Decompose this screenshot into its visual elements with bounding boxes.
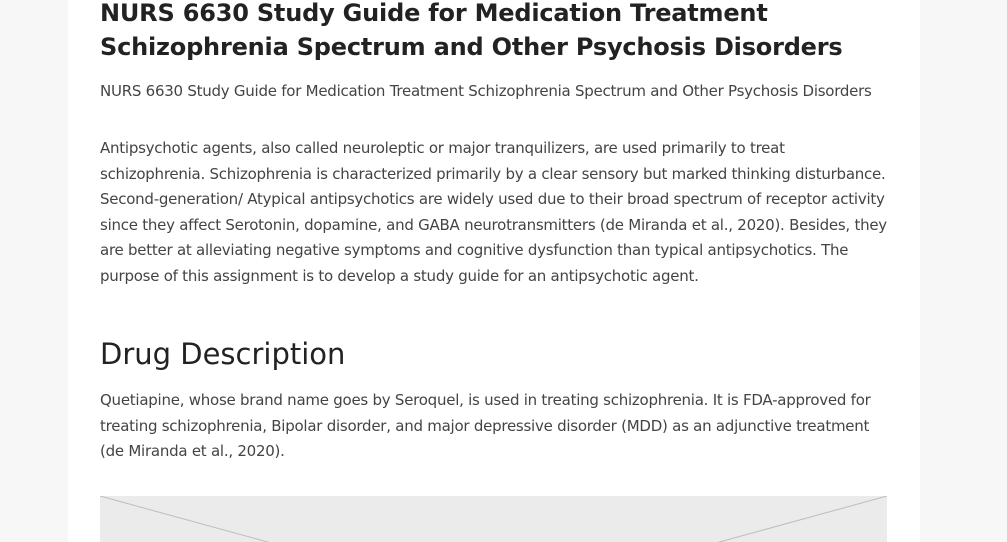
section-heading-drug-description: Drug Description (100, 337, 346, 371)
article-page (68, 0, 920, 542)
image-placeholder-diagonal (100, 496, 887, 542)
article-subtitle: NURS 6630 Study Guide for Medication Treatment Schizophrenia Spectrum and Other Psychosis Disorders (100, 82, 872, 100)
intro-paragraph: Antipsychotic agents, also called neuroleptic or major tranquilizers, are used primarily to treat schizophrenia. Schizophrenia is characterized primarily by a clear sensory but marked thinking disturbance. Second-generation/ Atypical antipsychotics are widely used due to their broad spectrum of receptor activity since they affect Serotonin, dopamine, and GABA neurotransmitters (de Miranda et al., 2020). Besides, they are better at alleviating negative symptoms and cognitive dysfunction than typical antipsychotics. The purpose of this assignment is to develop a study guide for an antipsychotic agent. (100, 139, 887, 285)
image-placeholder (100, 496, 887, 542)
drug-description-paragraph: Quetiapine, whose brand name goes by Seroquel, is used in treating schizophrenia. It is FDA-approved for treating schizophrenia, Bipolar disorder, and major depressive disorder (MDD) as an adjunctive treatment (de Miranda et al., 2020). (100, 391, 871, 461)
article-title: NURS 6630 Study Guide for Medication Treatment Schizophrenia Spectrum and Other Psychosis Disorders (100, 0, 843, 61)
